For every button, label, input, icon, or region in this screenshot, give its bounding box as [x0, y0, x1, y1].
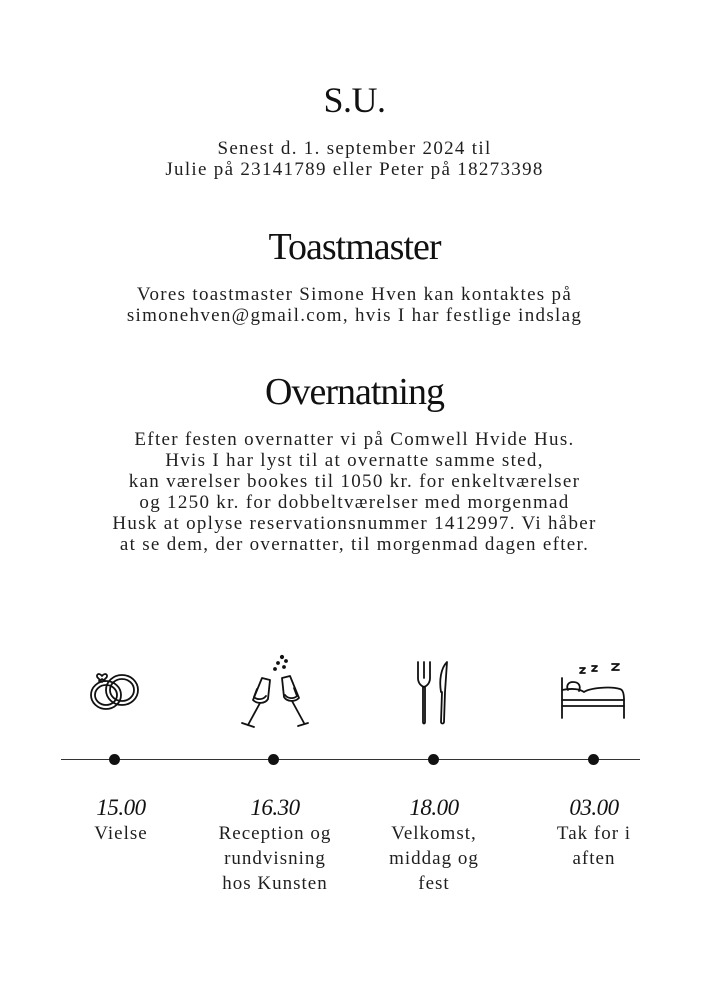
timeline-event-reception	[200, 795, 350, 896]
overnatning-line: Husk at oplyse reservationsnummer 1412997. Vi håber	[112, 513, 597, 534]
event-time: 03.00	[569, 795, 619, 820]
event-label	[200, 821, 350, 896]
event-label	[519, 821, 669, 871]
timeline-line	[61, 759, 640, 760]
su-line: Julie på 23141789 eller Peter på 18273398	[165, 159, 544, 180]
sleeping-bed-icon	[558, 660, 630, 720]
event-label-line: fest	[418, 873, 450, 894]
event-label	[359, 821, 509, 896]
toastmaster-line: Vores toastmaster Simone Hven kan kontaktes på	[136, 284, 573, 305]
timeline-dot	[268, 754, 279, 765]
overnatning-line: Hvis I har lyst til at overnatte samme sted,	[165, 450, 544, 471]
event-time: 16.30	[250, 795, 300, 820]
event-label	[46, 821, 196, 846]
event-time: 18.00	[409, 795, 459, 820]
champagne-glasses-icon	[240, 652, 312, 732]
overnatning-line: at se dem, der overnatter, til morgenmad dagen efter.	[119, 534, 590, 555]
fork-knife-icon	[414, 660, 454, 726]
event-label-line: middag og	[389, 848, 479, 869]
timeline-event-velkomst	[359, 795, 509, 896]
event-time: 15.00	[96, 795, 146, 820]
event-label-line: rundvisning	[224, 848, 326, 869]
toastmaster-text	[0, 284, 709, 326]
toastmaster-line: simonehven@gmail.com, hvis I har festlige indslag	[126, 305, 583, 326]
toastmaster-title: Toastmaster	[268, 226, 441, 268]
overnatning-text	[0, 429, 709, 555]
event-label-line: aften	[572, 848, 616, 869]
event-label-line: Vielse	[94, 823, 148, 844]
su-title: S.U.	[323, 80, 386, 120]
timeline-event-tak	[519, 795, 669, 871]
timeline-event-vielse	[46, 795, 196, 846]
overnatning-line: kan værelser bookes til 1050 kr. for enkeltværelser	[128, 471, 581, 492]
timeline-dot	[588, 754, 599, 765]
timeline-dot	[109, 754, 120, 765]
su-text	[0, 138, 709, 180]
event-label-line: hos Kunsten	[222, 873, 328, 894]
event-label-line: Tak for i	[556, 823, 632, 844]
timeline-dot	[428, 754, 439, 765]
su-line: Senest d. 1. september 2024 til	[217, 138, 492, 159]
event-label-line: Reception og	[218, 823, 332, 844]
wedding-rings-icon	[86, 664, 146, 716]
overnatning-line: Efter festen overnatter vi på Comwell Hvide Hus.	[134, 429, 575, 450]
overnatning-title: Overnatning	[265, 371, 444, 413]
event-label-line: Velkomst,	[391, 823, 477, 844]
overnatning-line: og 1250 kr. for dobbeltværelser med morgenmad	[139, 492, 570, 513]
